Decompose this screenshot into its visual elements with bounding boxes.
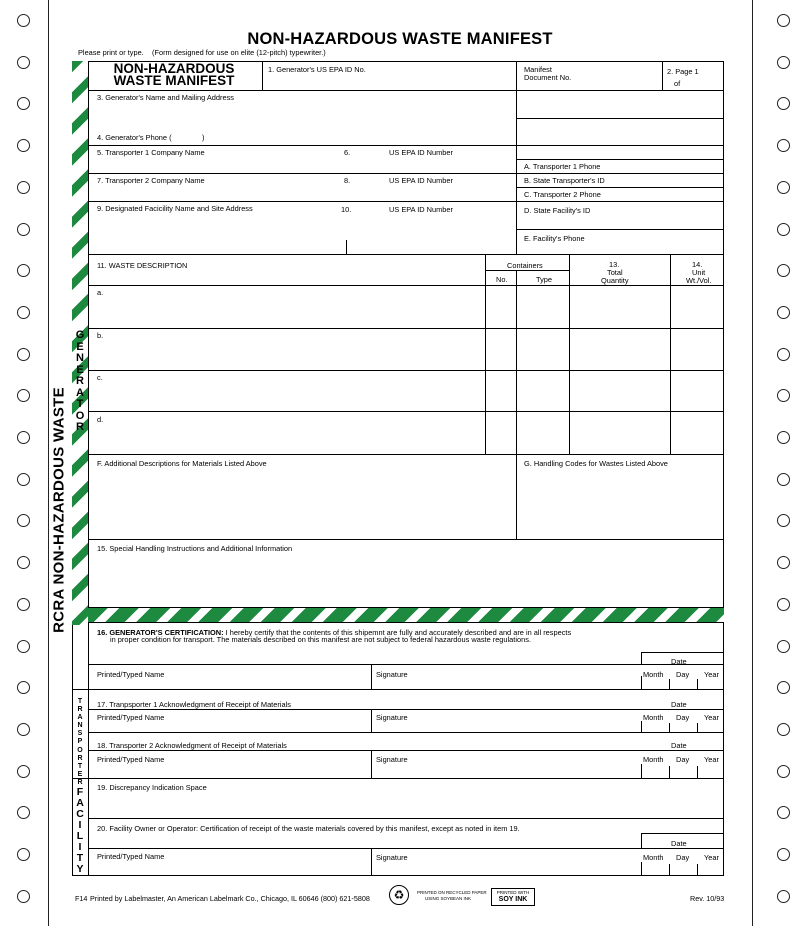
tractor-hole (777, 723, 790, 736)
tractor-hole (17, 723, 30, 736)
t2-day-label: Day (676, 755, 690, 764)
tractor-hole (17, 848, 30, 861)
t1-date-label: Date (671, 700, 687, 709)
transporter2-ack-label: 18. Transporter 2 Acknowledgment of Receipt of Materials (97, 741, 287, 750)
gen-year-label: Year (704, 670, 719, 679)
tractor-hole (17, 514, 30, 527)
tractor-hole (777, 640, 790, 653)
transporter1-name-label: 5. Transporter 1 Company Name (97, 148, 205, 157)
tractor-hole (17, 306, 30, 319)
tractor-hole (777, 431, 790, 444)
recycled-note-1: PRINTED ON RECYCLED PAPER (417, 890, 487, 895)
generator-phone-close: ) (202, 133, 205, 142)
handling-codes-label: G. Handling Codes for Wastes Listed Above (524, 459, 668, 468)
t2-date-label: Date (671, 741, 687, 750)
recycled-note-2: USING SOYBEAN INK (425, 896, 472, 901)
tractor-hole (777, 806, 790, 819)
discrepancy-label: 19. Discrepancy Indication Space (97, 783, 207, 792)
tractor-hole (777, 14, 790, 27)
tractor-hole (777, 139, 790, 152)
quantity-header-2: Total (607, 268, 623, 277)
unit-header-2: Unit (692, 268, 706, 277)
facility-phone-label: E. Facility's Phone (524, 234, 585, 243)
print-note: Please print or type. (78, 48, 144, 57)
quantity-header-3: Quantity (601, 276, 629, 285)
state-transporter-id-label: B. State Transporter's ID (524, 176, 605, 185)
tractor-hole (17, 890, 30, 903)
tractor-hole (777, 348, 790, 361)
transporter2-phone-label: C. Transporter 2 Phone (524, 190, 601, 199)
generator-phone-label: 4. Generator's Phone ( (97, 133, 172, 142)
tractor-hole (777, 181, 790, 194)
generator-section-label: G E N E R A T O R (75, 329, 85, 433)
tractor-hole (17, 473, 30, 486)
t2-month-label: Month (643, 755, 664, 764)
t1-year-label: Year (704, 713, 719, 722)
tractor-hole (777, 514, 790, 527)
tractor-hole (17, 598, 30, 611)
tractor-hole (17, 765, 30, 778)
fac-month-label: Month (643, 853, 664, 862)
facility-num: 10. (341, 205, 352, 214)
waste-row-d: d. (97, 415, 104, 424)
revision: Rev. 10/93 (690, 894, 725, 903)
facility-name-label: 9. Designated Facicility Name and Site Address (97, 204, 253, 213)
tractor-hole (777, 97, 790, 110)
tractor-hole (17, 681, 30, 694)
t1-day-label: Day (676, 713, 690, 722)
fac-date-label: Date (671, 839, 687, 848)
tractor-hole (17, 806, 30, 819)
tractor-hole (17, 181, 30, 194)
additional-descriptions-label: F. Additional Descriptions for Materials Listed Above (97, 459, 267, 468)
page-of-label: of (674, 79, 681, 88)
recycle-icon: ♻ (389, 885, 409, 905)
tractor-hole (777, 306, 790, 319)
tractor-hole (17, 431, 30, 444)
facility-epa-label: US EPA ID Number (389, 205, 453, 214)
tractor-hole (777, 556, 790, 569)
generator-name-label: 3. Generator's Name and Mailing Address (97, 93, 234, 102)
facility-cert-label: 20. Facility Owner or Operator: Certification of receipt of the waste materials covered by this manifest, except as noted in item 19. (97, 824, 520, 833)
green-band (88, 607, 724, 623)
unit-header-3: Wt./Vol. (686, 276, 712, 285)
printer-credit: Printed by Labelmaster, An American Labelmark Co., Chicago, IL 60646 (800) 621-5808 (90, 894, 370, 903)
transporter2-num: 8. (344, 176, 351, 185)
form-logo: NON-HAZARDOUS WASTE MANIFEST (113, 61, 235, 88)
tractor-hole (777, 56, 790, 69)
tractor-strip-right (752, 0, 800, 926)
tractor-hole (777, 473, 790, 486)
tractor-hole (17, 97, 30, 110)
tractor-hole (777, 389, 790, 402)
gen-date-label: Date (671, 657, 687, 666)
tractor-hole (17, 56, 30, 69)
waste-row-a: a. (97, 288, 104, 297)
t1-signature-label: Signature (376, 713, 408, 722)
manifest-doc-label-2: Document No. (524, 73, 572, 82)
fac-printed-name-label: Printed/Typed Name (97, 852, 165, 861)
tractor-hole (17, 223, 30, 236)
tractor-hole (777, 890, 790, 903)
gen-printed-name-label: Printed/Typed Name (97, 670, 165, 679)
soy-ink-badge: PRINTED WITH SOY INK (491, 888, 535, 906)
tractor-hole (17, 14, 30, 27)
t1-printed-name-label: Printed/Typed Name (97, 713, 165, 722)
transporter2-name-label: 7. Transporter 2 Company Name (97, 176, 205, 185)
transporter1-epa-label: US EPA ID Number (389, 148, 453, 157)
fac-year-label: Year (704, 853, 719, 862)
tractor-hole (777, 598, 790, 611)
tractor-hole (17, 389, 30, 402)
quantity-header-1: 13. (609, 260, 620, 269)
certification-text-1: 16. GENERATOR'S CERTIFICATION: I hereby certify that the contents of this shipemnt are fully and accurately described and are in all respects (97, 628, 572, 637)
tractor-strip-left (0, 0, 49, 926)
manifest-doc-label-1: Manifest (524, 65, 552, 74)
tractor-hole (17, 348, 30, 361)
side-title: RCRA NON-HAZARDOUS WASTE (50, 387, 68, 633)
certification-text-2: in proper condition for transport. The materials described on this manifest are not subject to federal hazardous waste regulations. (110, 635, 531, 644)
state-facility-id-label: D. State Facility's ID (524, 206, 591, 215)
t2-printed-name-label: Printed/Typed Name (97, 755, 165, 764)
containers-header: Containers (507, 261, 543, 270)
page-label: 2. Page 1 (667, 67, 699, 76)
special-handling-label: 15. Special Handling Instructions and Additional Information (97, 544, 293, 553)
gen-day-label: Day (676, 670, 690, 679)
tractor-hole (17, 264, 30, 277)
form-title: NON-HAZARDOUS WASTE MANIFEST (247, 30, 553, 48)
fac-signature-label: Signature (376, 853, 408, 862)
containers-no-header: No. (496, 275, 508, 284)
fac-day-label: Day (676, 853, 690, 862)
transporter1-num: 6. (344, 148, 351, 157)
gen-signature-label: Signature (376, 670, 408, 679)
epa-id-label: 1. Generator's US EPA ID No. (268, 65, 366, 74)
transporter1-phone-label: A. Transporter 1 Phone (524, 162, 601, 171)
form-note: (Form designed for use on elite (12-pitch) typewriter.) (152, 48, 326, 57)
waste-row-b: b. (97, 331, 104, 340)
t2-year-label: Year (704, 755, 719, 764)
containers-type-header: Type (536, 275, 553, 284)
tractor-hole (17, 556, 30, 569)
tractor-hole (777, 765, 790, 778)
waste-description-header: 11. WASTE DESCRIPTION (97, 261, 188, 270)
transporter-section-label: T R A N S P O R T E R (77, 698, 83, 786)
tractor-hole (17, 640, 30, 653)
t2-signature-label: Signature (376, 755, 408, 764)
gen-month-label: Month (643, 670, 664, 679)
facility-section-label: F A C I L I T Y (76, 786, 84, 875)
transporter1-ack-label: 17. Tranpsporter 1 Acknowledgment of Receipt of Materials (97, 700, 291, 709)
unit-header-1: 14. (692, 260, 703, 269)
waste-row-c: c. (97, 373, 103, 382)
tractor-hole (777, 848, 790, 861)
transporter2-epa-label: US EPA ID Number (389, 176, 453, 185)
t1-month-label: Month (643, 713, 664, 722)
tractor-hole (777, 264, 790, 277)
tractor-hole (17, 139, 30, 152)
form-id: F14 (75, 894, 88, 903)
tractor-hole (777, 223, 790, 236)
tractor-hole (777, 681, 790, 694)
